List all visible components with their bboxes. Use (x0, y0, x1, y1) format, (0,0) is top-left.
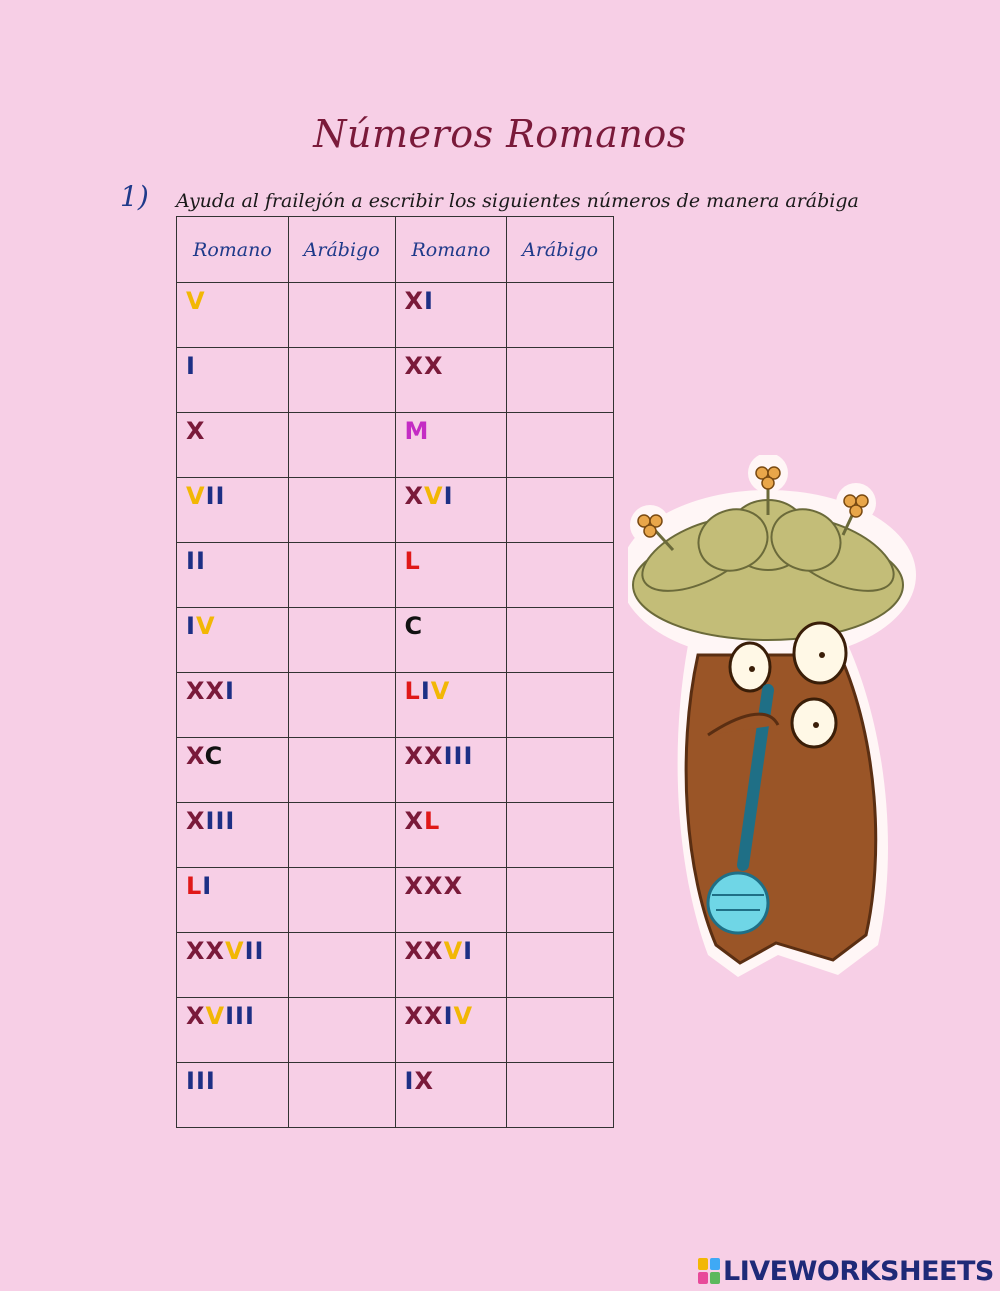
table-row (177, 868, 614, 933)
roman-numeral: III (186, 1067, 216, 1095)
roman-numeral: VII (186, 482, 226, 510)
roman-cell (395, 738, 507, 803)
roman-numeral: XXVII (186, 937, 265, 965)
arabic-answer-cell[interactable] (288, 543, 395, 608)
roman-cell (177, 478, 289, 543)
arabic-answer-cell[interactable] (288, 348, 395, 413)
roman-numeral: V (186, 287, 206, 315)
header-arabigo-2: Arábigo (507, 217, 614, 283)
arabic-answer-cell[interactable] (288, 1063, 395, 1128)
roman-numeral: L (404, 547, 421, 575)
arabic-answer-input[interactable] (507, 998, 613, 1062)
roman-cell (177, 348, 289, 413)
roman-cell (395, 413, 507, 478)
roman-numeral: LI (186, 872, 213, 900)
roman-cell (177, 673, 289, 738)
header-romano-2: Romano (395, 217, 507, 283)
arabic-answer-input[interactable] (507, 1063, 613, 1127)
roman-cell (395, 998, 507, 1063)
arabic-answer-cell[interactable] (288, 478, 395, 543)
roman-numeral: XIII (186, 807, 236, 835)
roman-cell (177, 738, 289, 803)
roman-numeral: XL (404, 807, 441, 835)
arabic-answer-cell[interactable] (288, 283, 395, 348)
arabic-answer-input[interactable] (289, 348, 395, 412)
table-body (177, 283, 614, 1128)
roman-cell (177, 803, 289, 868)
arabic-answer-cell[interactable] (288, 868, 395, 933)
roman-numeral: I (186, 352, 196, 380)
arabic-answer-input[interactable] (289, 283, 395, 347)
arabic-answer-cell[interactable] (507, 478, 614, 543)
roman-numeral: XXIII (404, 742, 474, 770)
roman-cell (177, 413, 289, 478)
roman-cell (177, 283, 289, 348)
roman-cell (395, 348, 507, 413)
roman-numeral: XC (186, 742, 224, 770)
arabic-answer-cell[interactable] (507, 608, 614, 673)
arabic-answer-cell[interactable] (288, 413, 395, 478)
arabic-answer-cell[interactable] (507, 738, 614, 803)
arabic-answer-cell[interactable] (507, 673, 614, 738)
arabic-answer-cell[interactable] (288, 608, 395, 673)
arabic-answer-input[interactable] (289, 413, 395, 477)
arabic-answer-cell[interactable] (288, 933, 395, 998)
roman-numeral: XVI (404, 482, 454, 510)
arabic-answer-input[interactable] (507, 348, 613, 412)
table-row (177, 673, 614, 738)
table-row (177, 348, 614, 413)
table-row (177, 998, 614, 1063)
logo-text: LIVEWORKSHEETS (723, 1255, 994, 1287)
arabic-answer-input[interactable] (507, 413, 613, 477)
arabic-answer-input[interactable] (507, 738, 613, 802)
arabic-answer-cell[interactable] (507, 348, 614, 413)
page-title: Números Romanos (313, 112, 687, 156)
arabic-answer-input[interactable] (289, 608, 395, 672)
arabic-answer-input[interactable] (289, 933, 395, 997)
arabic-answer-input[interactable] (289, 543, 395, 607)
frailejon-character-icon (628, 455, 918, 985)
arabic-answer-input[interactable] (507, 608, 613, 672)
table-row (177, 803, 614, 868)
roman-cell (395, 543, 507, 608)
arabic-answer-cell[interactable] (507, 868, 614, 933)
liveworksheets-badge-icon (698, 1258, 720, 1284)
roman-cell (395, 803, 507, 868)
liveworksheets-logo[interactable] (698, 1256, 994, 1286)
arabic-answer-input[interactable] (507, 673, 613, 737)
arabic-answer-input[interactable] (507, 803, 613, 867)
roman-cell (395, 608, 507, 673)
table-row (177, 1063, 614, 1128)
table-row (177, 543, 614, 608)
roman-numeral: XX (404, 352, 444, 380)
arabic-answer-input[interactable] (289, 478, 395, 542)
roman-cell (395, 868, 507, 933)
table-row (177, 608, 614, 673)
roman-cell (395, 283, 507, 348)
arabic-answer-cell[interactable] (507, 803, 614, 868)
arabic-answer-cell[interactable] (507, 998, 614, 1063)
roman-numeral: XXIV (404, 1002, 474, 1030)
roman-cell (395, 478, 507, 543)
arabic-answer-input[interactable] (289, 738, 395, 802)
roman-numeral: LIV (404, 677, 451, 705)
roman-numeral: XXI (186, 677, 235, 705)
roman-numeral: XI (404, 287, 434, 315)
arabic-answer-input[interactable] (507, 283, 613, 347)
roman-numeral: X (186, 417, 206, 445)
table-row (177, 738, 614, 803)
arabic-answer-input[interactable] (507, 543, 613, 607)
roman-numerals-table (176, 216, 614, 1128)
arabic-answer-cell[interactable] (507, 933, 614, 998)
arabic-answer-input[interactable] (289, 673, 395, 737)
roman-cell (177, 1063, 289, 1128)
roman-cell (177, 933, 289, 998)
arabic-answer-cell[interactable] (288, 673, 395, 738)
table-row (177, 283, 614, 348)
table-row (177, 478, 614, 543)
roman-cell (177, 998, 289, 1063)
roman-cell (395, 933, 507, 998)
roman-cell (395, 1063, 507, 1128)
roman-numeral: M (404, 417, 430, 445)
roman-numeral: IV (186, 612, 216, 640)
roman-cell (177, 868, 289, 933)
roman-numeral: XXX (404, 872, 464, 900)
arabic-answer-cell[interactable] (288, 738, 395, 803)
arabic-answer-cell[interactable] (507, 1063, 614, 1128)
table-header-row (177, 217, 614, 283)
arabic-answer-input[interactable] (289, 803, 395, 867)
roman-numeral: II (186, 547, 206, 575)
header-romano-1: Romano (177, 217, 289, 283)
arabic-answer-cell[interactable] (288, 803, 395, 868)
table-row (177, 413, 614, 478)
arabic-answer-cell[interactable] (507, 283, 614, 348)
roman-numeral: C (404, 612, 424, 640)
roman-numeral: XVIII (186, 1002, 255, 1030)
arabic-answer-input[interactable] (507, 933, 613, 997)
arabic-answer-input[interactable] (507, 478, 613, 542)
roman-cell (177, 543, 289, 608)
header-arabigo-1: Arábigo (288, 217, 395, 283)
roman-cell (177, 608, 289, 673)
arabic-answer-input[interactable] (507, 868, 613, 932)
arabic-answer-input[interactable] (289, 1063, 395, 1127)
arabic-answer-input[interactable] (289, 868, 395, 932)
arabic-answer-cell[interactable] (288, 998, 395, 1063)
arabic-answer-cell[interactable] (507, 543, 614, 608)
roman-numeral: IX (404, 1067, 434, 1095)
arabic-answer-cell[interactable] (507, 413, 614, 478)
arabic-answer-input[interactable] (289, 998, 395, 1062)
question-instruction: Ayuda al frailejón a escribir los siguientes números de manera arábiga (176, 190, 859, 212)
question-number: 1) (120, 180, 149, 213)
roman-cell (395, 673, 507, 738)
table-row (177, 933, 614, 998)
roman-numeral: XXVI (404, 937, 474, 965)
